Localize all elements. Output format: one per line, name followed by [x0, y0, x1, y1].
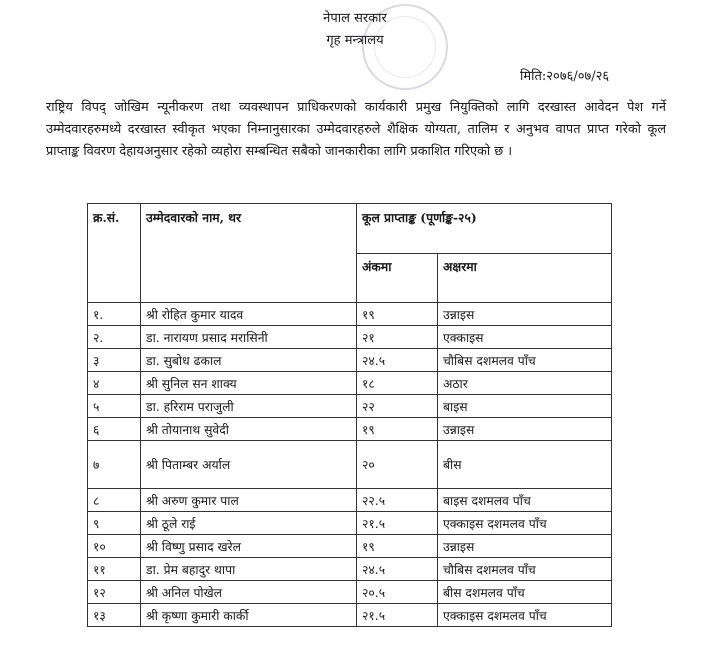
- table-row: [88, 349, 612, 372]
- cell-serial: ९: [88, 512, 141, 535]
- government-title: नेपाल सरकार: [323, 11, 387, 26]
- cell-candidate-name: श्री विष्णु प्रसाद खरेल: [141, 535, 357, 558]
- table-row: [88, 489, 612, 512]
- cell-candidate-name: श्री अनिल पोखेल: [141, 581, 357, 604]
- header-in-digits: अंकमा: [357, 254, 438, 303]
- cell-candidate-name: श्री तोयानाथ सुवेदी: [141, 418, 357, 441]
- cell-marks-words: अठार: [438, 372, 612, 395]
- cell-marks-words: बीस दशमलव पाँच: [438, 581, 612, 604]
- table-row: [88, 581, 612, 604]
- cell-serial: ६: [88, 418, 141, 441]
- cell-candidate-name: डा. सुबोध ढकाल: [141, 349, 357, 372]
- cell-candidate-name: श्री अरुण कुमार पाल: [141, 489, 357, 512]
- table-row: [88, 441, 612, 489]
- cell-marks-digits: २१: [357, 326, 438, 349]
- cell-marks-digits: १९: [357, 535, 438, 558]
- cell-serial: १.: [88, 303, 141, 326]
- cell-marks-words: उन्नाइस: [438, 418, 612, 441]
- table-row: [88, 326, 612, 349]
- cell-candidate-name: श्री सुनिल सन शाक्य: [141, 372, 357, 395]
- cell-marks-digits: २२: [357, 395, 438, 418]
- cell-marks-words: उन्नाइस: [438, 303, 612, 326]
- cell-marks-digits: २४.५: [357, 349, 438, 372]
- cell-candidate-name: श्री रोहित कुमार यादव: [141, 303, 357, 326]
- table-row: [88, 535, 612, 558]
- cell-marks-words: बीस: [438, 441, 612, 489]
- cell-serial: ५: [88, 395, 141, 418]
- table-row: [88, 558, 612, 581]
- letterhead: [300, 8, 410, 52]
- cell-serial: २.: [88, 326, 141, 349]
- cell-candidate-name: डा. प्रेम बहादुर थापा: [141, 558, 357, 581]
- cell-serial: १०: [88, 535, 141, 558]
- table-row: [88, 418, 612, 441]
- cell-serial: ७: [88, 441, 141, 489]
- table-row: [88, 303, 612, 326]
- cell-marks-words: एक्काइस दशमलव पाँच: [438, 604, 612, 627]
- cell-marks-digits: २०: [357, 441, 438, 489]
- cell-candidate-name: डा. नारायण प्रसाद मरासिनी: [141, 326, 357, 349]
- cell-marks-digits: २४.५: [357, 558, 438, 581]
- cell-marks-words: एक्काइस: [438, 326, 612, 349]
- cell-candidate-name: श्री कृष्णा कुमारी कार्की: [141, 604, 357, 627]
- cell-serial: १२: [88, 581, 141, 604]
- table-row: [88, 372, 612, 395]
- notice-paragraph: राष्ट्रिय विपद् जोखिम न्यूनीकरण तथा व्यवस्थापन प्राधिकरणको कार्यकारी प्रमुख नियुक्तिको लागि दरखास्त आवेदन पेश गर्ने उम्मेदवारहरुमध्ये दरखास्त स्वीकृत भएका निम्नानुसारका उम्मेदवारहरुले शैक्षिक योग्यता, तालिम र अनुभव वापत प्राप्त गरेको कूल प्राप्ताङ्क विवरण देहायअनुसार रहेको व्यहोरा सम्बन्धित सबैको जानकारीका लागि प्रकाशित गरिएको छ ।: [46, 100, 666, 159]
- cell-marks-words: एक्काइस दशमलव पाँच: [438, 512, 612, 535]
- cell-serial: १३: [88, 604, 141, 627]
- table-row: [88, 604, 612, 627]
- cell-marks-digits: १८: [357, 372, 438, 395]
- notice-date: मिति:२०७६/०७/२६: [520, 69, 610, 84]
- cell-marks-words: उन्नाइस: [438, 535, 612, 558]
- header-serial: क्र.सं.: [88, 204, 141, 303]
- cell-candidate-name: डा. हरिराम पराजुली: [141, 395, 357, 418]
- cell-serial: ११: [88, 558, 141, 581]
- cell-marks-words: बाइस दशमलव पाँच: [438, 489, 612, 512]
- cell-marks-digits: १९: [357, 303, 438, 326]
- ministry-title: गृह मन्त्रालय: [326, 33, 384, 48]
- header-total-marks: कूल प्राप्ताङ्क (पूर्णाङ्क-२५): [357, 204, 612, 254]
- cell-marks-words: बाइस: [438, 395, 612, 418]
- cell-marks-digits: २१.५: [357, 604, 438, 627]
- table-row: [88, 395, 612, 418]
- cell-marks-digits: २२.५: [357, 489, 438, 512]
- marks-table: [87, 203, 612, 627]
- cell-marks-words: चौबिस दशमलव पाँच: [438, 349, 612, 372]
- table-header-row: [88, 204, 612, 254]
- header-in-words: अक्षरमा: [438, 254, 612, 303]
- table-row: [88, 512, 612, 535]
- cell-marks-words: चौबिस दशमलव पाँच: [438, 558, 612, 581]
- cell-serial: ८: [88, 489, 141, 512]
- cell-serial: ४: [88, 372, 141, 395]
- cell-candidate-name: श्री ठूले राई: [141, 512, 357, 535]
- cell-marks-digits: २१.५: [357, 512, 438, 535]
- cell-marks-digits: २०.५: [357, 581, 438, 604]
- header-name: उम्मेदवारको नाम, थर: [141, 204, 357, 303]
- cell-marks-digits: १९: [357, 418, 438, 441]
- cell-serial: ३: [88, 349, 141, 372]
- cell-candidate-name: श्री पिताम्बर अर्याल: [141, 441, 357, 489]
